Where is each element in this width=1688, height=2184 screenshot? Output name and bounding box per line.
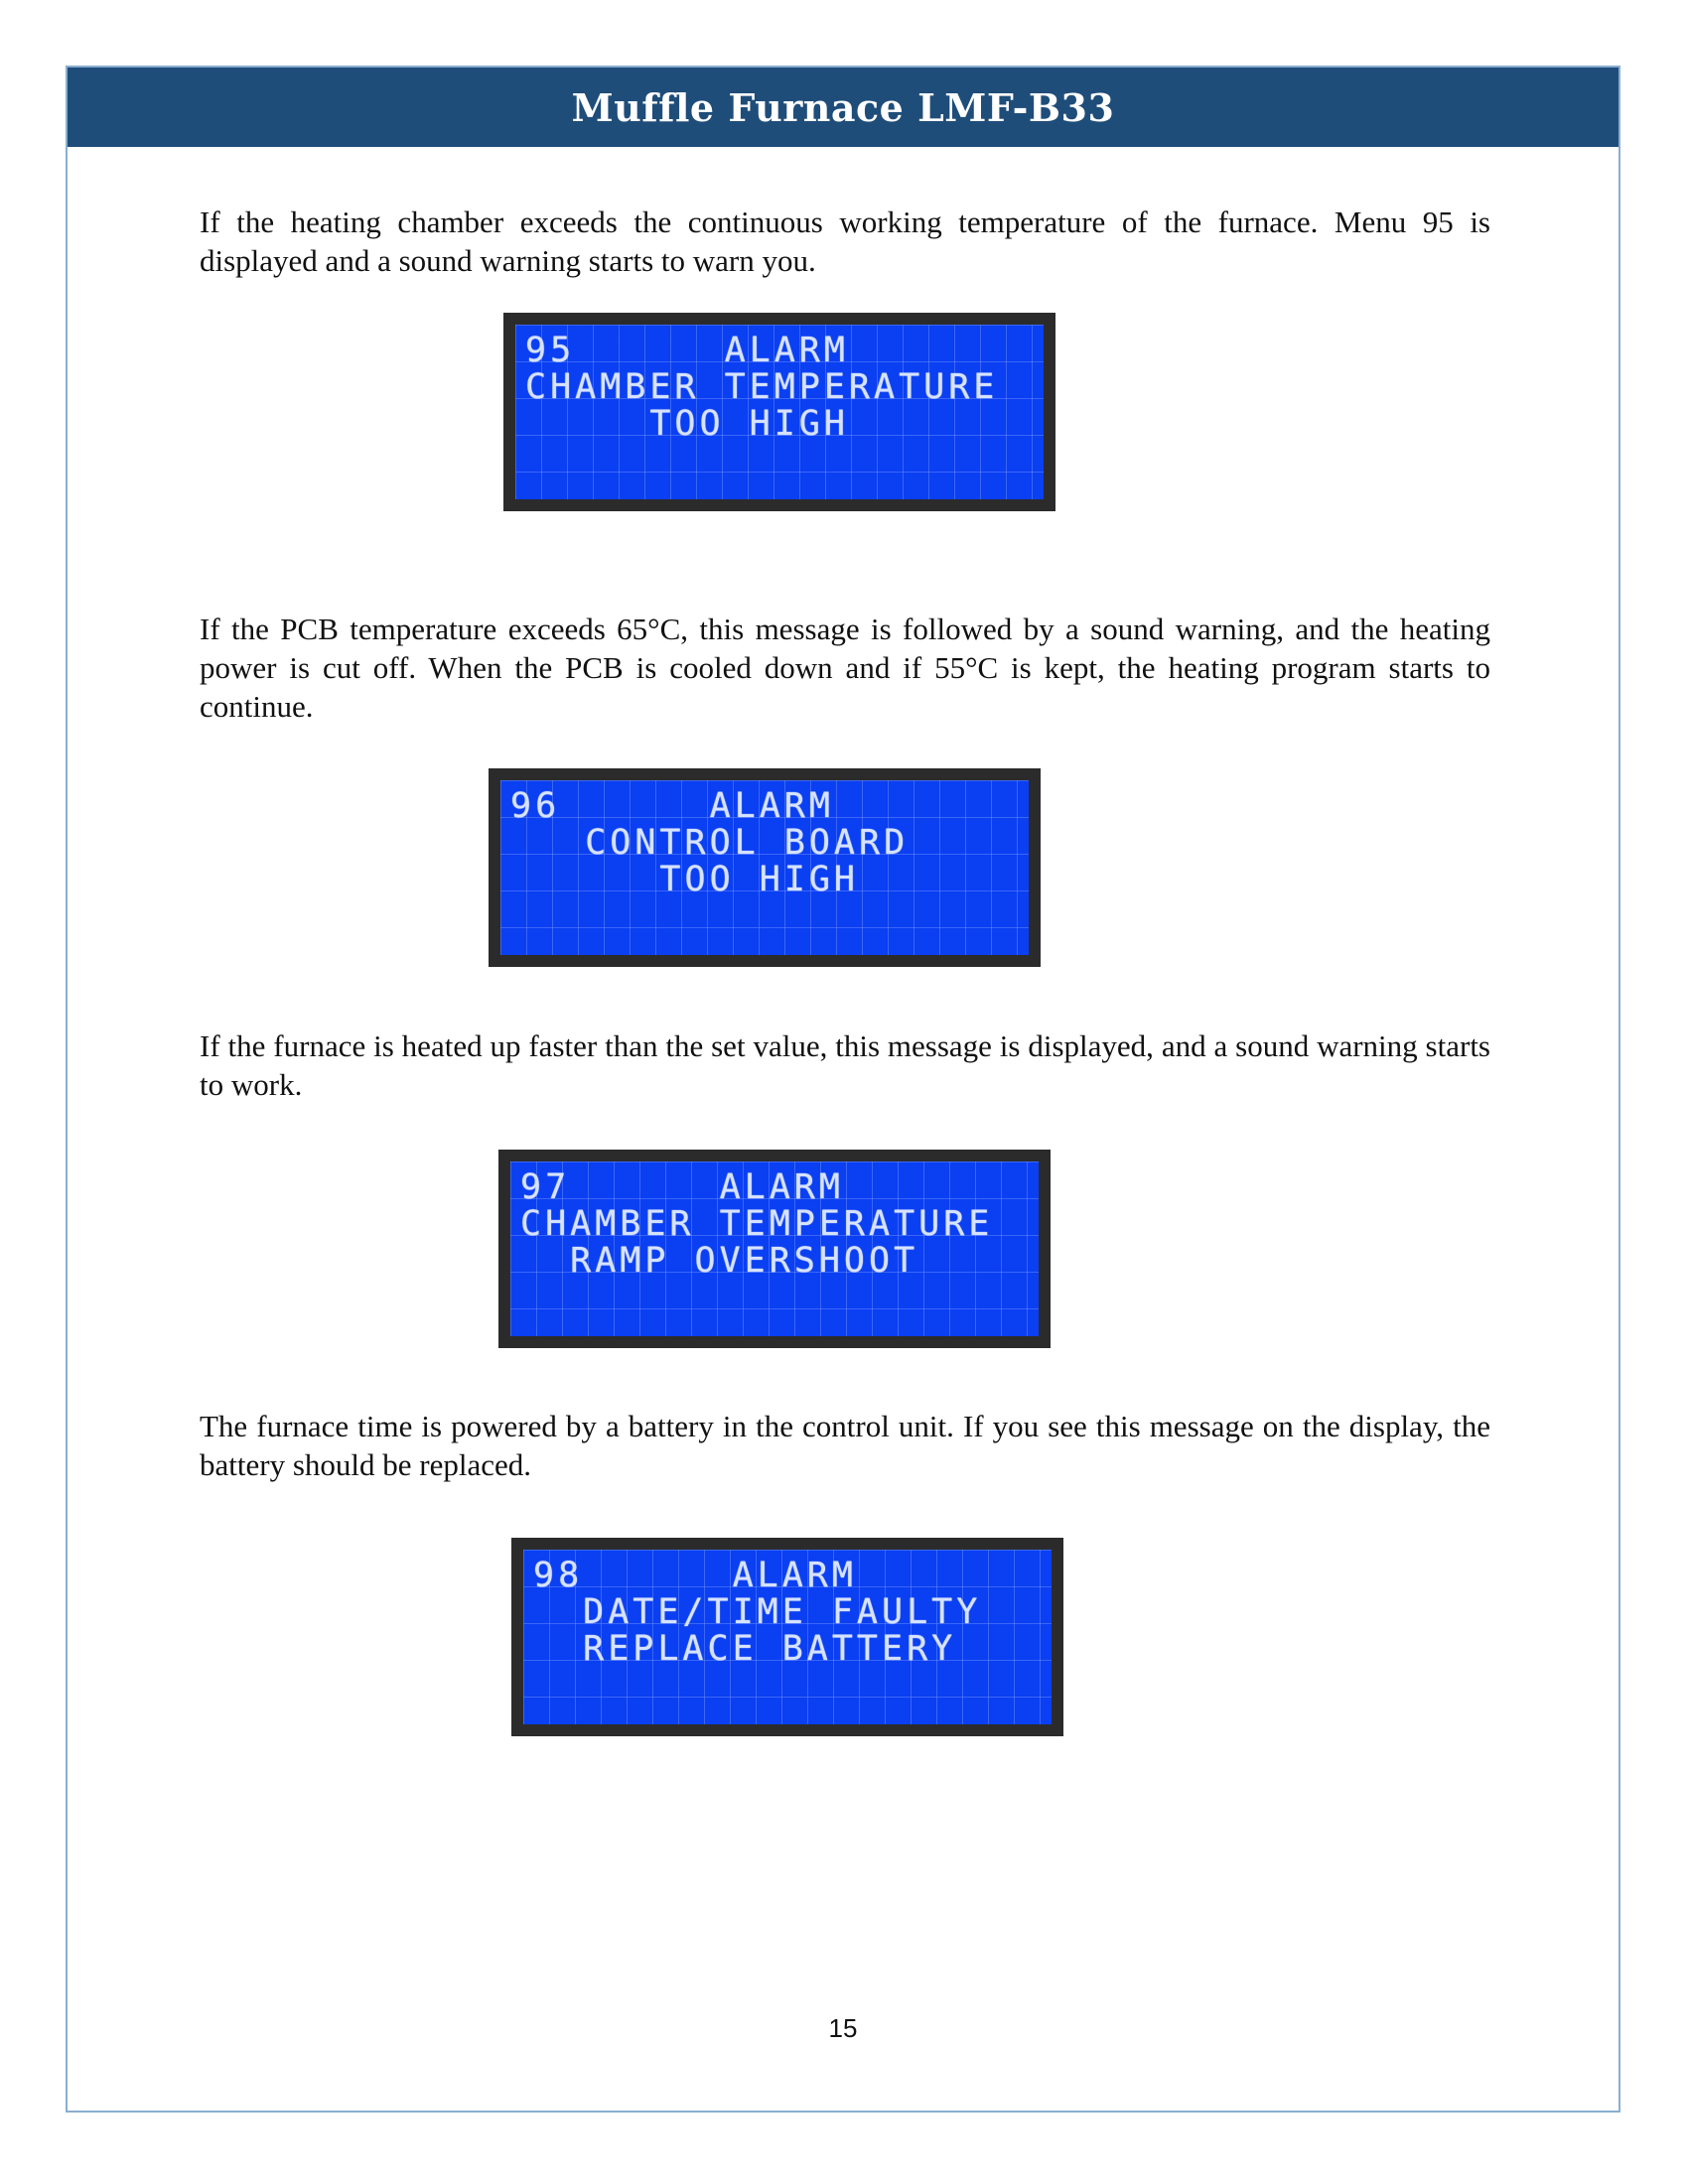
page-frame: [66, 66, 1620, 2113]
document-title: Muffle Furnace LMF-B33: [571, 84, 1115, 130]
lcd-line-2: CONTROL BOARD: [510, 823, 910, 863]
lcd-line-3: TOO HIGH: [525, 404, 849, 444]
lcd-line-3: REPLACE BATTERY: [533, 1629, 957, 1669]
lcd-line-3: TOO HIGH: [510, 860, 860, 899]
paragraph-menu-97: If the furnace is heated up faster than the set value, this message is displayed, and a sound warning starts to work.: [200, 1028, 1490, 1102]
lcd-screen: [523, 1550, 1052, 1724]
paragraph-menu-96: If the PCB temperature exceeds 65°C, this message is followed by a sound warning, and the heating power is cut off. When the PCB is cooled down and if 55°C is kept, the heating program starts to continue.: [200, 612, 1490, 724]
lcd-display-97: [498, 1150, 1051, 1348]
lcd-display-95: [503, 313, 1055, 511]
paragraph-menu-95: If the heating chamber exceeds the continuous working temperature of the furnace. Menu 95 is displayed and a sound warning starts to warn you.: [200, 205, 1490, 278]
lcd-display-96: [489, 768, 1041, 967]
lcd-display-98: [511, 1538, 1063, 1736]
lcd-line-2: DATE/TIME FAULTY: [533, 1592, 982, 1632]
lcd-screen: [500, 780, 1029, 955]
lcd-line-2: CHAMBER TEMPERATURE: [520, 1204, 994, 1244]
lcd-line-1: 96 ALARM: [510, 786, 834, 826]
lcd-line-1: 95 ALARM: [525, 331, 849, 370]
lcd-line-3: RAMP OVERSHOOT: [520, 1241, 919, 1281]
lcd-screen: [510, 1161, 1039, 1336]
lcd-line-1: 97 ALARM: [520, 1167, 844, 1207]
lcd-line-2: CHAMBER TEMPERATURE: [525, 367, 999, 407]
page-number: 15: [828, 2013, 858, 2043]
paragraph-menu-98: The furnace time is powered by a battery in the control unit. If you see this message on the display, the battery should be replaced.: [200, 1409, 1490, 1482]
lcd-screen: [515, 325, 1044, 499]
document-header: [68, 68, 1618, 147]
lcd-line-1: 98 ALARM: [533, 1556, 857, 1595]
